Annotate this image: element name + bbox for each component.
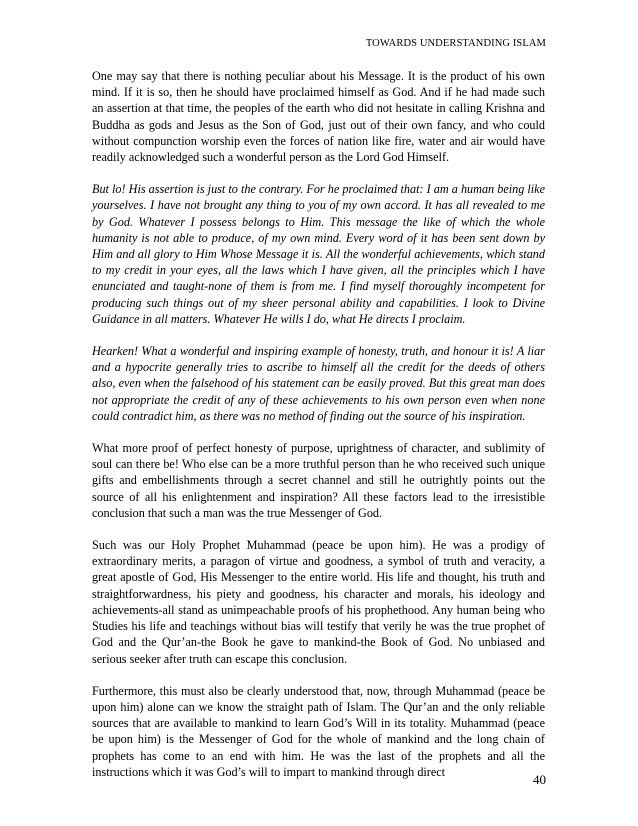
paragraph-proof-of-honesty: What more proof of perfect honesty of purpose, uprightness of character, and sublimity of soul can there be! Who else can be a more truthful person than he who received such unique gifts and embellishments through a secret channel and still he outrightly points out the source of all his enlightenment and inspiration? All these factors lead to the irresistible conclusion that such a man was the true Messenger of God. <box>92 441 545 520</box>
running-header: TOWARDS UNDERSTANDING ISLAM <box>365 38 546 49</box>
paragraph-straight-path: Furthermore, this must also be clearly understood that, now, through Muhammad (peace be upon him) alone can we know the straight path of Islam. The Qur’an and the only reliable sources that are available to mankind to learn God’s Will in its totality. Muhammad (peace be upon him) is the Messenger of God for the whole of mankind and the long chain of prophets has come to an end with him. He was the last of the prophets and all the instructions which it was God’s will to impart to mankind through direct <box>92 683 545 779</box>
paragraph-holy-prophet: Such was our Holy Prophet Muhammad (peace be upon him). He was a prodigy of extraordinary merits, a paragon of virtue and goodness, a symbol of truth and veracity, a great apostle of God, His Messenger to the entire world. His life and thought, his truth and straightforwardness, his piety and goodness, his character and morals, his ideology and achievements-all stand as unimpeachable proofs of his prophethood. Any human being who Studies his life and teachings without bias will testify that verily he was the true prophet of God and the Qur’an-the Book he gave to mankind-the Book of God. No unbiased and serious seeker after truth can escape this conclusion. <box>92 538 545 666</box>
paragraph-hearken: Hearken! What a wonderful and inspiring example of honesty, truth, and honour it is! A liar and a hypocrite generally tries to ascribe to himself all the credit for the deeds of others also, even when the falsehood of his statement can be easily proved. But this great man does not appropriate the credit of any of these achievements to his own person even when none could contradict him, as there was no method of finding out the source of his inspiration. <box>92 344 545 423</box>
page-number: 40 <box>533 772 546 787</box>
body-text <box>92 68 545 796</box>
paragraph-assertion: But lo! His assertion is just to the contrary. For he proclaimed that: I am a human being like yourselves. I have not brought any thing to you of my own accord. It has all revealed to me by God. Whatever I possess belongs to Him. This message the like of which the whole humanity is not able to produce, of my own mind. Every word of it has been sent down by Him and all glory to Him Whose Message it is. All the wonderful achievements, which stand to my credit in your eyes, all the laws which I have given, all the principles which I have enunciated and taught-none of them is from me. I find myself thoroughly incompetent for producing such things out of my sheer personal ability and capabilities. I look to Divine Guidance in all matters. Whatever He wills I do, what He directs I proclaim. <box>92 182 545 326</box>
paragraph-message-origin: One may say that there is nothing peculiar about his Message. It is the product of his own mind. If it is so, then he should have proclaimed himself as God. And if he had made such an assertion at that time, the peoples of the earth who did not hesitate in calling Krishna and Buddha as gods and Jesus as the Son of God, just out of their own fancy, and who could without compunction worship even the forces of nation like fire, water and air would have readily acknowledged such a wonderful person as the Lord God Himself. <box>92 69 545 165</box>
